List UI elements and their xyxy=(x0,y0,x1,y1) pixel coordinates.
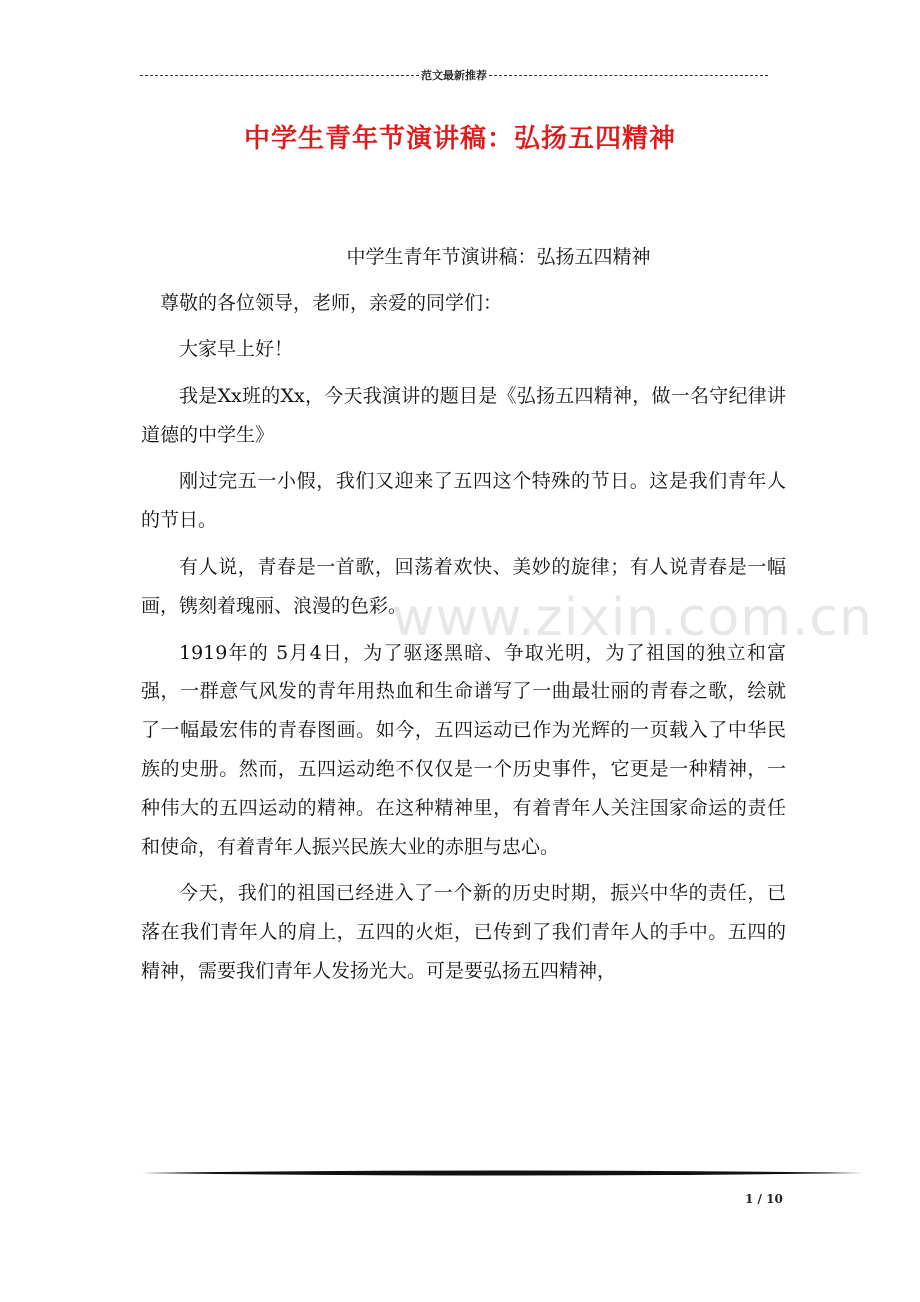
paragraph: 1919年的 5月4日，为了驱逐黑暗、争取光明，为了祖国的独立和富强，一群意气风发的青年用热血和生命谱写了一曲最壮丽的青春之歌，绘就了一幅最宏伟的青春图画。如今，五四运动已作为光辉的一页载入了中华民族的史册。然而，五四运动绝不仅仅是一个历史事件，它更是一种精神，一种伟大的五四运动的精神。在这种精神里，有着青年人关注国家命运的责任和使命，有着青年人振兴民族大业的赤胆与忠心。 xyxy=(141,641,786,858)
footer-rule xyxy=(141,1169,863,1177)
paragraph: 今天，我们的祖国已经进入了一个新的历史时期，振兴中华的责任，已落在我们青年人的肩上，五四的火炬，已传到了我们青年人的手中。五四的精神，需要我们青年人发扬光大。可是要弘扬五四精神， xyxy=(141,882,786,982)
page-header xyxy=(140,66,768,84)
document-subtitle: 中学生青年节演讲稿：弘扬五四精神 xyxy=(346,246,651,268)
greeting-line: 尊敬的各位领导，老师，亲爱的同学们： xyxy=(160,292,503,314)
document-body xyxy=(141,238,786,991)
header-label: 范文最新推荐 xyxy=(421,69,487,82)
header-dash-right xyxy=(489,75,768,76)
paragraph: 有人说，青春是一首歌，回荡着欢快、美妙的旋律；有人说青春是一幅画，镌刻着瑰丽、浪漫的色彩。 xyxy=(141,555,786,617)
document-title: 中学生青年节演讲稿：弘扬五四精神 xyxy=(243,124,676,154)
header-dash-left xyxy=(140,75,419,76)
page-number: 1 / 10 xyxy=(745,1192,783,1206)
watermark: www.zixin.com.cn xyxy=(392,588,873,648)
paragraph: 刚过完五一小假，我们又迎来了五四这个特殊的节日。这是我们青年人的节日。 xyxy=(141,470,786,532)
paragraph: 大家早上好！ xyxy=(179,338,294,360)
paragraph: 我是Xx班的Xx，今天我演讲的题目是《弘扬五四精神，做一名守纪律讲道德的中学生》 xyxy=(141,384,786,446)
